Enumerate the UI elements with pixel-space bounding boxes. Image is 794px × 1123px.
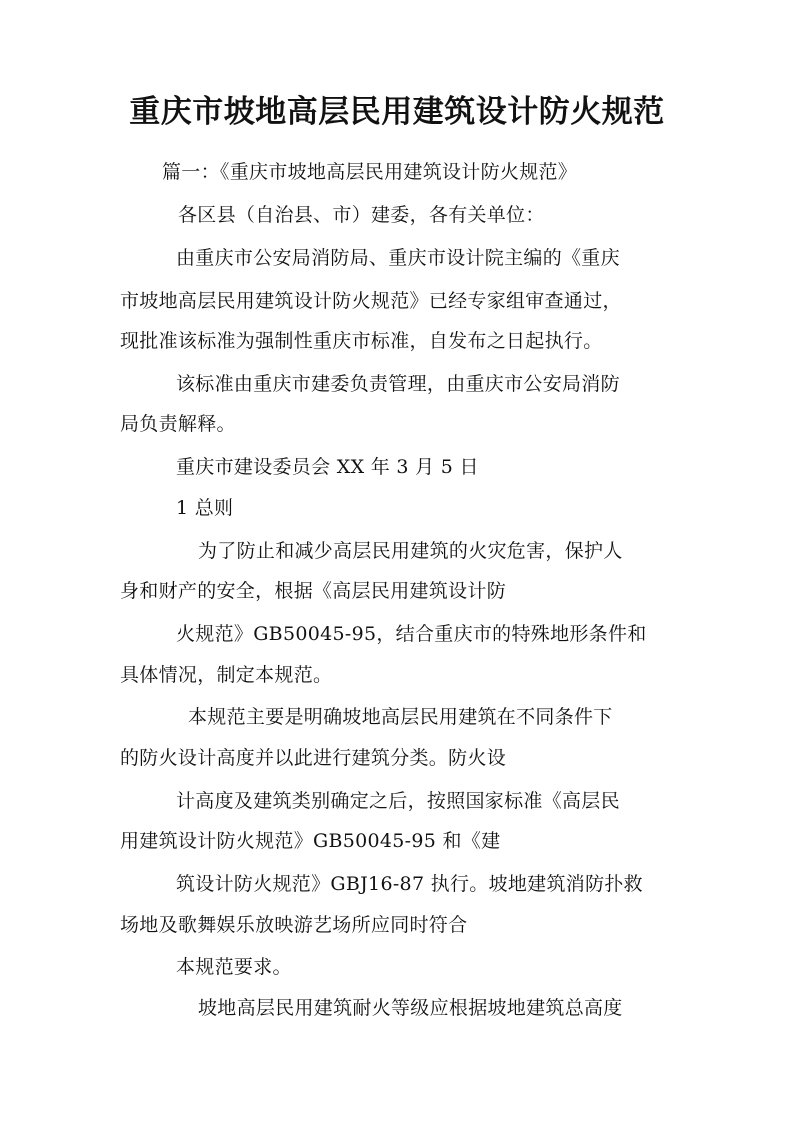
- section-heading-line: 篇一：《重庆市坡地高层民用建筑设计防火规范》: [162, 161, 578, 183]
- paragraph-line: 场地及歌舞娱乐放映游艺场所应同时符合: [120, 914, 468, 936]
- paragraph-line: 具体情况，制定本规范。: [120, 664, 333, 686]
- paragraph-line: 局负责解释。: [120, 413, 236, 435]
- paragraph-line: 本规范要求。: [176, 956, 292, 978]
- signature-date-line: 重庆市建设委员会 XX 年 3 月 5 日: [176, 456, 479, 478]
- chapter-heading-line: 1 总则: [176, 497, 234, 519]
- paragraph-line: 筑设计防火规范》GBJ16-87 执行。坡地建筑消防扑救: [176, 873, 643, 895]
- paragraph-line: 用建筑设计防火规范》GB50045-95 和《建: [120, 830, 501, 852]
- paragraph-line: 本规范主要是明确坡地高层民用建筑在不同条件下: [188, 706, 613, 728]
- addressee-line: 各区县（自治县、市）建委，各有关单位：: [178, 204, 545, 226]
- paragraph-line: 现批准该标准为强制性重庆市标准，自发布之日起执行。: [120, 330, 603, 352]
- paragraph-line: 坡地高层民用建筑耐火等级应根据坡地建筑总高度: [198, 997, 623, 1019]
- paragraph-line: 火规范》GB50045-95，结合重庆市的特殊地形条件和: [176, 623, 647, 645]
- paragraph-line: 身和财产的安全，根据《高层民用建筑设计防: [120, 580, 507, 602]
- paragraph-line: 由重庆市公安局消防局、重庆市设计院主编的《重庆: [176, 247, 620, 269]
- paragraph-line: 计高度及建筑类别确定之后，按照国家标准《高层民: [176, 790, 620, 812]
- document-title: 重庆市坡地高层民用建筑设计防火规范: [129, 94, 665, 130]
- paragraph-line: 该标准由重庆市建委负责管理，由重庆市公安局消防: [176, 373, 620, 395]
- paragraph-line: 的防火设计高度并以此进行建筑分类。防火设: [120, 747, 507, 769]
- paragraph-line: 市坡地高层民用建筑设计防火规范》已经专家组审查通过，: [120, 290, 622, 312]
- paragraph-line: 为了防止和减少高层民用建筑的火灾危害，保护人: [198, 540, 623, 562]
